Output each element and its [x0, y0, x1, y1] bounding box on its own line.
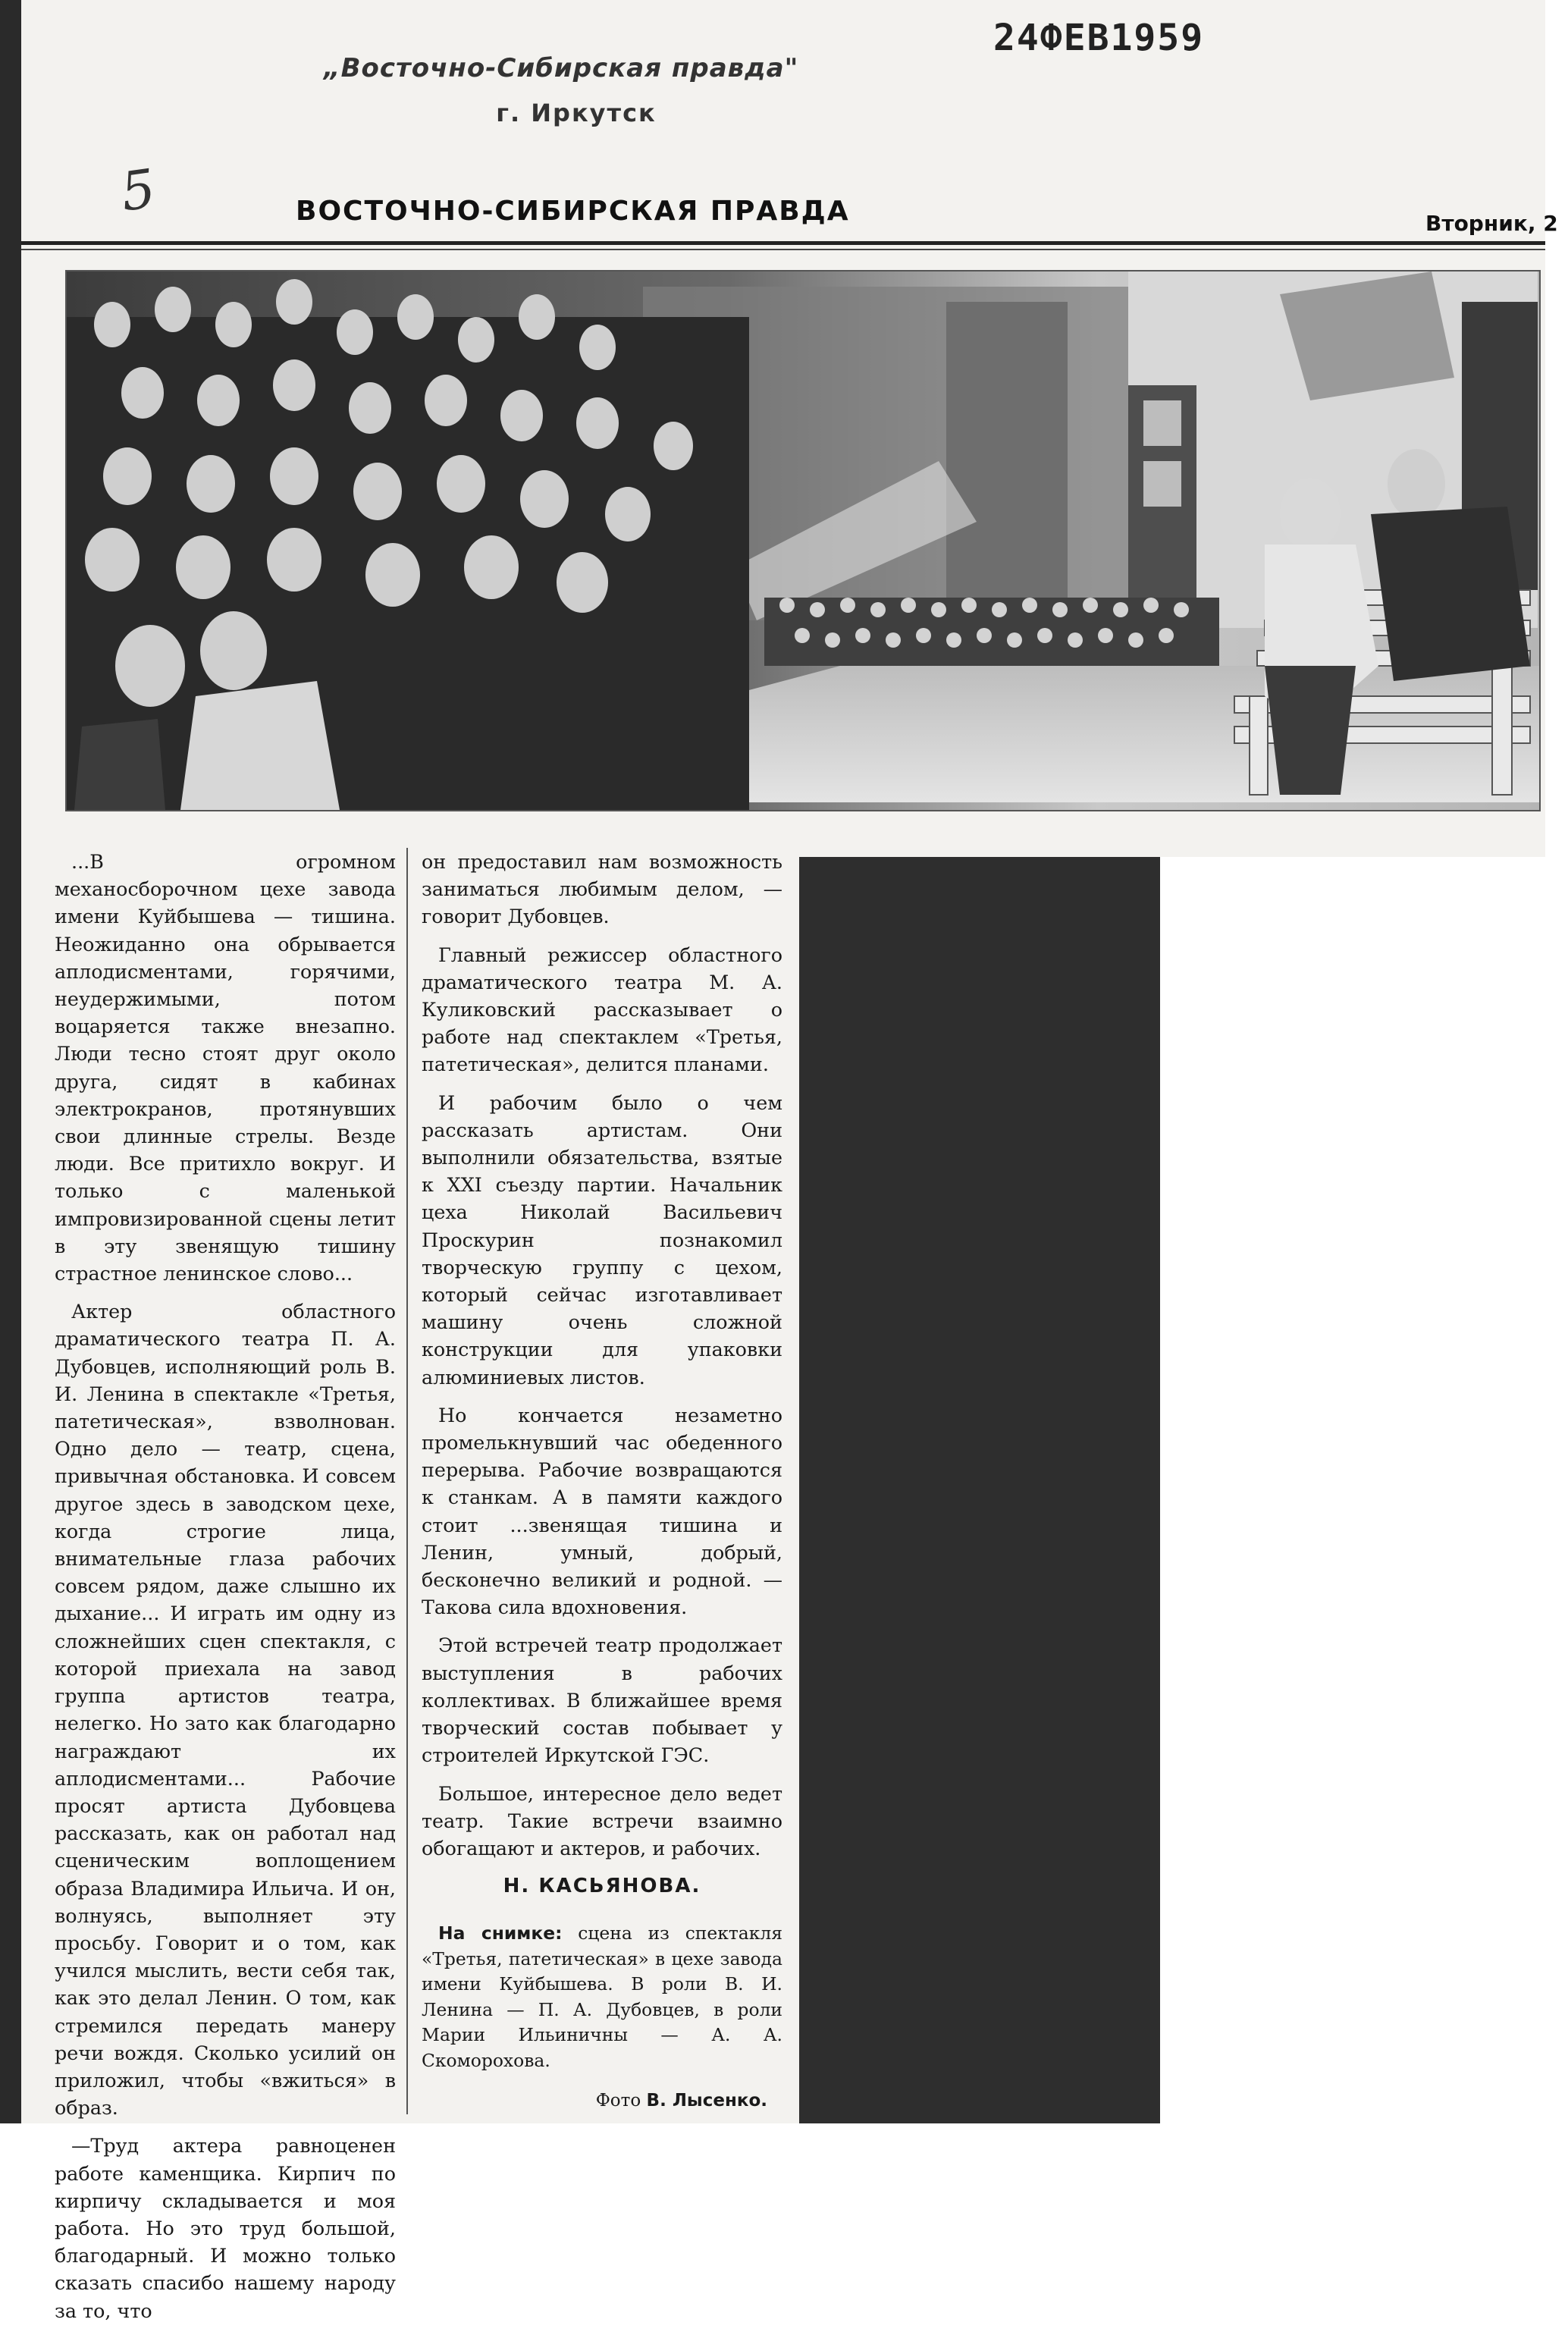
photo-credit-prefix: Фото — [595, 2091, 641, 2111]
photo-caption — [422, 1921, 782, 2073]
article-paragraph: Главный режиссер областного драматического театра М. А. Куликовский рассказывает о работе над спектаклем «Третья, патетическая», делится планами. — [422, 943, 782, 1076]
photograph-illustration — [67, 271, 1539, 810]
article-author: Н. КАСЬЯНОВА. — [503, 1875, 701, 1898]
city-stamp: г. Иркутск — [496, 99, 657, 127]
article-paragraph: Но кончается незаметно промелькнувший час обеденного перерыва. Рабочие возвращаются к станкам. А в памяти каждого стоит ...звенящая тишина и Ленин, умный, добрый, бесконечно великий и родной. — Такова сила вдохновения. — [422, 1403, 782, 1619]
photo-credit-name: В. Лысенко. — [646, 2091, 767, 2111]
scan-dark-edge-left — [0, 0, 21, 2123]
photo-credit — [422, 2087, 782, 2114]
article-column-right — [422, 848, 782, 2115]
article-paragraph: —Труд актера равноценен работе каменщика. Кирпич по кирпичу складывается и моя работа. Но это труд большой, благодарный. И можно только сказать спасибо нашему народу за то, что — [55, 2134, 396, 2322]
article-column-left — [55, 848, 396, 2335]
article-paragraph: И рабочим было о чем рассказать артистам. Они выполнили обязательства, взятые к XXI съезду партии. Начальник цеха Николай Васильевич Проскурин познакомил творческую группу с цехом, который сейчас изготавливает машину очень сложной конструкции для упаковки алюминиевых листов. — [422, 1091, 782, 1389]
masthead-rule-thin — [21, 249, 1545, 250]
handwritten-number: 5 — [117, 157, 160, 224]
article-paragraph: он предоставил нам возможность заниматься любимым делом, — говорит Дубовцев. — [422, 850, 782, 928]
caption-label: На снимке: — [438, 1922, 563, 1944]
article-photograph — [65, 270, 1541, 811]
article-paragraph: ...В огромном механосборочном цехе завода имени Куйбышева — тишина. Неожиданно она обрывается аплодисментами, горячими, неудержимыми, потом воцаряется также внезапно. Люди тесно стоят друг около друга, сидят в кабинах электрокранов, протянувших свои длинные стрелы. Везде люди. Все притихло вокруг. И только с маленькой импровизированной сцены летит в эту звенящую тишину страстное ленинское слово... — [55, 850, 396, 1285]
date-stamp: 24ФЕВ1959 — [993, 17, 1205, 59]
caption-text: сцена из спектакля «Третья, патетическая» в цехе завода имени Куйбышева. В роли В. И. Ленина — П. А. Дубовцев, в роли Марии Ильиничны — А. А. Скоморохова. — [422, 1922, 782, 2071]
masthead-rule — [21, 241, 1545, 245]
issue-date: Вторник, 2 — [1425, 211, 1558, 236]
column-divider — [406, 848, 408, 2114]
article-paragraph: Этой встречей театр продолжает выступления в рабочих коллективах. В ближайшее время творческий состав побывает у строителей Иркутской ГЭС. — [422, 1634, 782, 1767]
article-paragraph: Большое, интересное дело ведет театр. Такие встречи взаимно обогащают и актеров, и рабочих. — [422, 1781, 782, 1860]
article-paragraph: Актер областного драматического театра П. А. Дубовцев, исполняющий роль В. И. Ленина в спектакле «Третья, патетическая», взволнован. Одно дело — театр, сцена, привычная обстановка. И совсем другое здесь в заводском цехе, когда строгие лица, внимательные глаза рабочих совсем рядом, даже слышно их дыхание... И играть им одну из сложнейших сцен спектакля, с которой приехала на завод группа артистов театра, нелегко. Но зато как благодарно награждают их аплодисментами... Рабочие просят артиста Дубовцева рассказать, как он работал над сценическим воплощением образа Владимира Ильича. И он, волнуясь, выполняет эту просьбу. Говорит и о том, как учился мыслить, вести себя так, как это делал Ленин. О том, как стремился передать манеру речи вождя. Сколько усилий он приложил, чтобы «вжиться» в образ. — [55, 1300, 396, 2120]
newspaper-stamp: „Восточно-Сибирская правда" — [323, 53, 799, 83]
scan-dark-area — [798, 846, 1160, 2123]
newspaper-masthead: ВОСТОЧНО-СИБИРСКАЯ ПРАВДА — [296, 196, 850, 227]
